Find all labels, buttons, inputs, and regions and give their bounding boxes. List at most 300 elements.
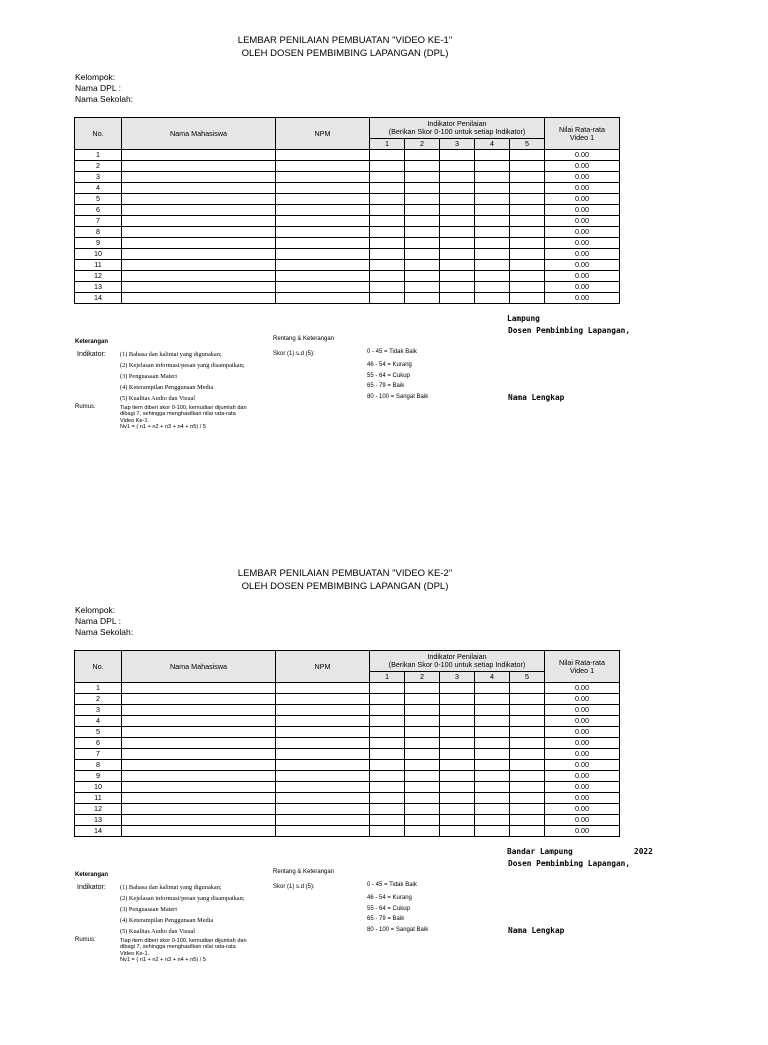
score-cell-5[interactable] — [510, 793, 545, 804]
npm-cell[interactable] — [276, 771, 370, 782]
average-cell: 0.00 — [545, 227, 620, 238]
indikator-item-5: (5) Kualitas Audio dan Visual — [120, 928, 196, 935]
indikator-item-4: (4) Keterampilan Penggunaan Media — [120, 384, 214, 391]
rumus-line-4: Nv1 = ( n1 + n2 + n3 + n4 + n5) / 5 — [120, 424, 206, 431]
score-cell-3[interactable] — [440, 282, 475, 293]
score-cell-1[interactable] — [370, 249, 405, 260]
score-cell-5[interactable] — [510, 194, 545, 205]
average-cell: 0.00 — [545, 271, 620, 282]
average-cell: 0.00 — [545, 716, 620, 727]
average-cell: 0.00 — [545, 183, 620, 194]
score-cell-5[interactable] — [510, 216, 545, 227]
score-cell-1[interactable] — [370, 161, 405, 172]
header-nama-mahasiswa: Nama Mahasiswa — [122, 651, 276, 683]
table-row — [75, 260, 620, 271]
score-cell-4[interactable] — [475, 727, 510, 738]
student-name-cell[interactable] — [122, 216, 276, 227]
indikator-item-4: (4) Keterampilan Penggunaan Media — [120, 917, 214, 924]
row-number: 13 — [75, 815, 122, 826]
header-indikator-title: Indikator Penilaian — [427, 119, 487, 128]
score-cell-3[interactable] — [440, 205, 475, 216]
npm-cell[interactable] — [276, 760, 370, 771]
score-cell-1[interactable] — [370, 749, 405, 760]
score-cell-3[interactable] — [440, 249, 475, 260]
score-cell-4[interactable] — [475, 260, 510, 271]
score-cell-5[interactable] — [510, 249, 545, 260]
student-name-cell[interactable] — [122, 282, 276, 293]
score-cell-5[interactable] — [510, 282, 545, 293]
score-cell-1[interactable] — [370, 727, 405, 738]
npm-cell[interactable] — [276, 716, 370, 727]
student-name-cell[interactable] — [122, 782, 276, 793]
score-cell-1[interactable] — [370, 760, 405, 771]
score-cell-4[interactable] — [475, 694, 510, 705]
score-cell-4[interactable] — [475, 683, 510, 694]
score-cell-1[interactable] — [370, 782, 405, 793]
header-npm: NPM — [276, 651, 370, 683]
score-cell-4[interactable] — [475, 194, 510, 205]
rumus-text — [120, 405, 290, 431]
score-cell-3[interactable] — [440, 260, 475, 271]
score-cell-4[interactable] — [475, 738, 510, 749]
score-cell-4[interactable] — [475, 172, 510, 183]
score-cell-3[interactable] — [440, 194, 475, 205]
score-cell-2[interactable] — [405, 782, 440, 793]
score-cell-4[interactable] — [475, 716, 510, 727]
score-cell-4[interactable] — [475, 771, 510, 782]
indikator-item-3: (3) Penguasaan Materi — [120, 373, 178, 380]
header-indikator-col-1: 1 — [370, 139, 405, 150]
score-cell-2[interactable] — [405, 771, 440, 782]
row-number: 14 — [75, 826, 122, 837]
average-cell: 0.00 — [545, 238, 620, 249]
table-row — [75, 749, 620, 760]
row-number: 9 — [75, 771, 122, 782]
rumus-line-2: dibagi 7, sehingga menghasilkan nilai rata-rata — [120, 411, 236, 418]
score-cell-1[interactable] — [370, 150, 405, 161]
average-cell: 0.00 — [545, 694, 620, 705]
npm-cell[interactable] — [276, 782, 370, 793]
header-indikator-col-3: 3 — [440, 672, 475, 683]
score-cell-2[interactable] — [405, 705, 440, 716]
table-row — [75, 826, 620, 837]
row-number: 5 — [75, 194, 122, 205]
score-cell-3[interactable] — [440, 293, 475, 304]
row-number: 14 — [75, 293, 122, 304]
score-cell-3[interactable] — [440, 683, 475, 694]
keterangan-label: Keterangan — [75, 872, 109, 878]
average-cell: 0.00 — [545, 161, 620, 172]
table-row — [75, 249, 620, 260]
student-name-cell[interactable] — [122, 227, 276, 238]
score-cell-3[interactable] — [440, 271, 475, 282]
rumus-label: Rumus: — [75, 937, 96, 943]
rentang-item-5: 80 - 100 = Sangat Baik — [367, 927, 429, 933]
score-cell-5[interactable] — [510, 683, 545, 694]
npm-cell[interactable] — [276, 705, 370, 716]
npm-cell[interactable] — [276, 282, 370, 293]
score-cell-2[interactable] — [405, 183, 440, 194]
score-cell-1[interactable] — [370, 172, 405, 183]
score-cell-4[interactable] — [475, 227, 510, 238]
table-row — [75, 205, 620, 216]
row-number: 7 — [75, 749, 122, 760]
assessment-table — [74, 117, 620, 304]
signature-place: Bandar Lampung — [507, 847, 573, 856]
rumus-line-3: Video Ke-1. — [120, 950, 150, 957]
row-number: 7 — [75, 216, 122, 227]
score-cell-4[interactable] — [475, 793, 510, 804]
header-npm: NPM — [276, 118, 370, 150]
student-name-cell[interactable] — [122, 815, 276, 826]
score-cell-2[interactable] — [405, 293, 440, 304]
row-number: 1 — [75, 150, 122, 161]
score-cell-2[interactable] — [405, 815, 440, 826]
score-cell-3[interactable] — [440, 238, 475, 249]
score-cell-5[interactable] — [510, 716, 545, 727]
score-cell-3[interactable] — [440, 738, 475, 749]
score-cell-2[interactable] — [405, 826, 440, 837]
score-cell-1[interactable] — [370, 826, 405, 837]
score-cell-1[interactable] — [370, 271, 405, 282]
rumus-line-1: Tiap item diberi skor 0-100, kemudian dijumlah dan — [120, 938, 247, 944]
score-cell-5[interactable] — [510, 705, 545, 716]
table-row — [75, 282, 620, 293]
npm-cell[interactable] — [276, 271, 370, 282]
score-cell-2[interactable] — [405, 216, 440, 227]
score-cell-5[interactable] — [510, 826, 545, 837]
score-cell-2[interactable] — [405, 227, 440, 238]
header-indikator-col-5: 5 — [510, 672, 545, 683]
npm-cell[interactable] — [276, 815, 370, 826]
sheet-subtitle: OLEH DOSEN PEMBIMBING LAPANGAN (DPL) — [241, 581, 449, 592]
score-cell-3[interactable] — [440, 705, 475, 716]
score-cell-5[interactable] — [510, 760, 545, 771]
score-cell-1[interactable] — [370, 205, 405, 216]
score-cell-5[interactable] — [510, 749, 545, 760]
score-cell-5[interactable] — [510, 694, 545, 705]
student-name-cell[interactable] — [122, 694, 276, 705]
score-cell-1[interactable] — [370, 293, 405, 304]
score-cell-1[interactable] — [370, 716, 405, 727]
score-cell-2[interactable] — [405, 150, 440, 161]
score-cell-2[interactable] — [405, 260, 440, 271]
score-cell-4[interactable] — [475, 282, 510, 293]
score-cell-4[interactable] — [475, 271, 510, 282]
score-cell-3[interactable] — [440, 727, 475, 738]
average-cell: 0.00 — [545, 782, 620, 793]
npm-cell[interactable] — [276, 793, 370, 804]
table-row — [75, 705, 620, 716]
score-cell-5[interactable] — [510, 238, 545, 249]
table-row — [75, 194, 620, 205]
score-cell-2[interactable] — [405, 282, 440, 293]
score-cell-4[interactable] — [475, 749, 510, 760]
score-cell-5[interactable] — [510, 260, 545, 271]
average-cell: 0.00 — [545, 705, 620, 716]
npm-cell[interactable] — [276, 826, 370, 837]
score-cell-5[interactable] — [510, 782, 545, 793]
score-cell-1[interactable] — [370, 683, 405, 694]
header-nilai-sub: Video 1 — [569, 132, 595, 142]
score-cell-2[interactable] — [405, 271, 440, 282]
student-name-cell[interactable] — [122, 172, 276, 183]
table-row — [75, 683, 620, 694]
score-cell-5[interactable] — [510, 172, 545, 183]
score-cell-3[interactable] — [440, 694, 475, 705]
score-cell-2[interactable] — [405, 205, 440, 216]
score-cell-4[interactable] — [475, 216, 510, 227]
score-cell-5[interactable] — [510, 205, 545, 216]
row-number: 8 — [75, 760, 122, 771]
table-row — [75, 271, 620, 282]
header-nilai-title: Nilai Rata-rata — [559, 124, 605, 134]
npm-cell[interactable] — [276, 249, 370, 260]
npm-cell[interactable] — [276, 205, 370, 216]
score-cell-2[interactable] — [405, 727, 440, 738]
row-number: 11 — [75, 260, 122, 271]
student-name-cell[interactable] — [122, 771, 276, 782]
npm-cell[interactable] — [276, 227, 370, 238]
student-name-cell[interactable] — [122, 826, 276, 837]
score-cell-3[interactable] — [440, 815, 475, 826]
score-cell-2[interactable] — [405, 793, 440, 804]
score-cell-1[interactable] — [370, 227, 405, 238]
npm-cell[interactable] — [276, 694, 370, 705]
score-cell-4[interactable] — [475, 815, 510, 826]
score-cell-5[interactable] — [510, 771, 545, 782]
score-cell-1[interactable] — [370, 238, 405, 249]
student-name-cell[interactable] — [122, 705, 276, 716]
score-cell-2[interactable] — [405, 238, 440, 249]
score-cell-2[interactable] — [405, 249, 440, 260]
score-cell-4[interactable] — [475, 150, 510, 161]
score-cell-2[interactable] — [405, 716, 440, 727]
score-cell-5[interactable] — [510, 727, 545, 738]
score-cell-3[interactable] — [440, 150, 475, 161]
info-kelompok: Kelompok: — [75, 72, 116, 82]
score-cell-3[interactable] — [440, 161, 475, 172]
score-cell-4[interactable] — [475, 826, 510, 837]
score-cell-3[interactable] — [440, 216, 475, 227]
average-cell: 0.00 — [545, 205, 620, 216]
header-nama-mahasiswa: Nama Mahasiswa — [122, 118, 276, 150]
info-kelompok: Kelompok: — [75, 605, 116, 615]
score-cell-4[interactable] — [475, 238, 510, 249]
score-cell-1[interactable] — [370, 216, 405, 227]
score-cell-2[interactable] — [405, 804, 440, 815]
header-indikator-title: Indikator Penilaian — [427, 652, 487, 661]
npm-cell[interactable] — [276, 194, 370, 205]
student-name-cell[interactable] — [122, 793, 276, 804]
rumus-text — [120, 938, 290, 964]
score-cell-1[interactable] — [370, 738, 405, 749]
table-row — [75, 716, 620, 727]
score-cell-2[interactable] — [405, 749, 440, 760]
indikator-item-5: (5) Kualitas Audio dan Visual — [120, 395, 196, 402]
average-cell: 0.00 — [545, 293, 620, 304]
npm-cell[interactable] — [276, 260, 370, 271]
average-cell: 0.00 — [545, 282, 620, 293]
table-row — [75, 172, 620, 183]
student-name-cell[interactable] — [122, 205, 276, 216]
student-name-cell[interactable] — [122, 804, 276, 815]
score-cell-2[interactable] — [405, 161, 440, 172]
indikator-item-1: (1) Bahasa dan kalimat yang digunakan; — [120, 884, 222, 891]
score-cell-3[interactable] — [440, 804, 475, 815]
score-cell-5[interactable] — [510, 271, 545, 282]
score-cell-2[interactable] — [405, 738, 440, 749]
header-indikator-col-2: 2 — [405, 672, 440, 683]
row-number: 3 — [75, 705, 122, 716]
student-name-cell[interactable] — [122, 738, 276, 749]
score-cell-5[interactable] — [510, 738, 545, 749]
npm-cell[interactable] — [276, 150, 370, 161]
score-cell-3[interactable] — [440, 826, 475, 837]
student-name-cell[interactable] — [122, 683, 276, 694]
score-cell-3[interactable] — [440, 782, 475, 793]
student-name-cell[interactable] — [122, 150, 276, 161]
header-indikator-col-5: 5 — [510, 139, 545, 150]
score-cell-3[interactable] — [440, 760, 475, 771]
score-cell-4[interactable] — [475, 804, 510, 815]
rentang-title: Rentang & Keterangan — [273, 336, 335, 342]
score-cell-2[interactable] — [405, 694, 440, 705]
average-cell: 0.00 — [545, 738, 620, 749]
average-cell: 0.00 — [545, 172, 620, 183]
student-name-cell[interactable] — [122, 260, 276, 271]
score-cell-5[interactable] — [510, 150, 545, 161]
student-name-cell[interactable] — [122, 716, 276, 727]
row-number: 11 — [75, 793, 122, 804]
student-name-cell[interactable] — [122, 760, 276, 771]
score-cell-1[interactable] — [370, 771, 405, 782]
score-cell-4[interactable] — [475, 205, 510, 216]
score-cell-1[interactable] — [370, 194, 405, 205]
header-indikator-col-2: 2 — [405, 139, 440, 150]
score-cell-3[interactable] — [440, 183, 475, 194]
npm-cell[interactable] — [276, 683, 370, 694]
score-cell-4[interactable] — [475, 705, 510, 716]
score-cell-5[interactable] — [510, 815, 545, 826]
score-cell-1[interactable] — [370, 282, 405, 293]
score-cell-4[interactable] — [475, 249, 510, 260]
row-number: 5 — [75, 727, 122, 738]
score-cell-4[interactable] — [475, 760, 510, 771]
student-name-cell[interactable] — [122, 727, 276, 738]
score-cell-2[interactable] — [405, 760, 440, 771]
score-cell-2[interactable] — [405, 683, 440, 694]
rentang-item-2: 46 - 54 = Kurang — [367, 895, 412, 901]
student-name-cell[interactable] — [122, 161, 276, 172]
score-cell-2[interactable] — [405, 172, 440, 183]
score-cell-5[interactable] — [510, 183, 545, 194]
npm-cell[interactable] — [276, 216, 370, 227]
student-name-cell[interactable] — [122, 749, 276, 760]
npm-cell[interactable] — [276, 172, 370, 183]
table-row — [75, 694, 620, 705]
table-row — [75, 804, 620, 815]
score-cell-3[interactable] — [440, 172, 475, 183]
student-name-cell[interactable] — [122, 249, 276, 260]
table-row — [75, 150, 620, 161]
score-cell-5[interactable] — [510, 161, 545, 172]
table-row — [75, 238, 620, 249]
table-row — [75, 216, 620, 227]
score-cell-3[interactable] — [440, 793, 475, 804]
student-name-cell[interactable] — [122, 183, 276, 194]
table-row — [75, 293, 620, 304]
signature-name: Nama Lengkap — [508, 926, 565, 935]
score-cell-4[interactable] — [475, 183, 510, 194]
average-cell: 0.00 — [545, 194, 620, 205]
header-indikator-sub: (Berikan Skor 0-100 untuk setiap Indikator) — [388, 127, 526, 136]
npm-cell[interactable] — [276, 749, 370, 760]
score-cell-5[interactable] — [510, 227, 545, 238]
score-cell-3[interactable] — [440, 771, 475, 782]
score-cell-3[interactable] — [440, 749, 475, 760]
student-name-cell[interactable] — [122, 271, 276, 282]
average-cell: 0.00 — [545, 260, 620, 271]
npm-cell[interactable] — [276, 161, 370, 172]
average-cell: 0.00 — [545, 727, 620, 738]
table-row — [75, 782, 620, 793]
rumus-label: Rumus: — [75, 404, 96, 410]
info-nama-sekolah: Nama Sekolah: — [75, 94, 134, 104]
score-cell-1[interactable] — [370, 260, 405, 271]
score-cell-4[interactable] — [475, 293, 510, 304]
score-cell-5[interactable] — [510, 804, 545, 815]
score-cell-1[interactable] — [370, 804, 405, 815]
header-nilai — [545, 118, 620, 150]
score-cell-5[interactable] — [510, 293, 545, 304]
rumus-line-1: Tiap item diberi skor 0-100, kemudian dijumlah dan — [120, 405, 247, 411]
npm-cell[interactable] — [276, 183, 370, 194]
score-cell-1[interactable] — [370, 183, 405, 194]
row-number: 12 — [75, 271, 122, 282]
npm-cell[interactable] — [276, 727, 370, 738]
score-cell-1[interactable] — [370, 694, 405, 705]
indikator-item-2: (2) Kejelasan informasi/pesan yang disampaikan; — [120, 895, 245, 902]
npm-cell[interactable] — [276, 238, 370, 249]
score-cell-1[interactable] — [370, 705, 405, 716]
score-cell-1[interactable] — [370, 815, 405, 826]
signature-name: Nama Lengkap — [508, 393, 565, 402]
score-cell-3[interactable] — [440, 227, 475, 238]
student-name-cell[interactable] — [122, 238, 276, 249]
info-nama-dpl: Nama DPL : — [75, 83, 121, 93]
npm-cell[interactable] — [276, 804, 370, 815]
indikator-label: Indikator: — [77, 884, 106, 891]
npm-cell[interactable] — [276, 738, 370, 749]
score-cell-1[interactable] — [370, 793, 405, 804]
student-name-cell[interactable] — [122, 293, 276, 304]
score-cell-4[interactable] — [475, 161, 510, 172]
table-row — [75, 771, 620, 782]
sheet-subtitle: OLEH DOSEN PEMBIMBING LAPANGAN (DPL) — [241, 48, 449, 59]
average-cell: 0.00 — [545, 683, 620, 694]
info-nama-sekolah: Nama Sekolah: — [75, 627, 134, 637]
signature-role: Dosen Pembimbing Lapangan, — [508, 859, 631, 868]
indikator-item-1: (1) Bahasa dan kalimat yang digunakan; — [120, 351, 222, 358]
table-row — [75, 227, 620, 238]
student-name-cell[interactable] — [122, 194, 276, 205]
score-cell-4[interactable] — [475, 782, 510, 793]
score-cell-3[interactable] — [440, 716, 475, 727]
rumus-line-2: dibagi 7, sehingga menghasilkan nilai rata-rata — [120, 944, 236, 951]
npm-cell[interactable] — [276, 293, 370, 304]
score-cell-2[interactable] — [405, 194, 440, 205]
